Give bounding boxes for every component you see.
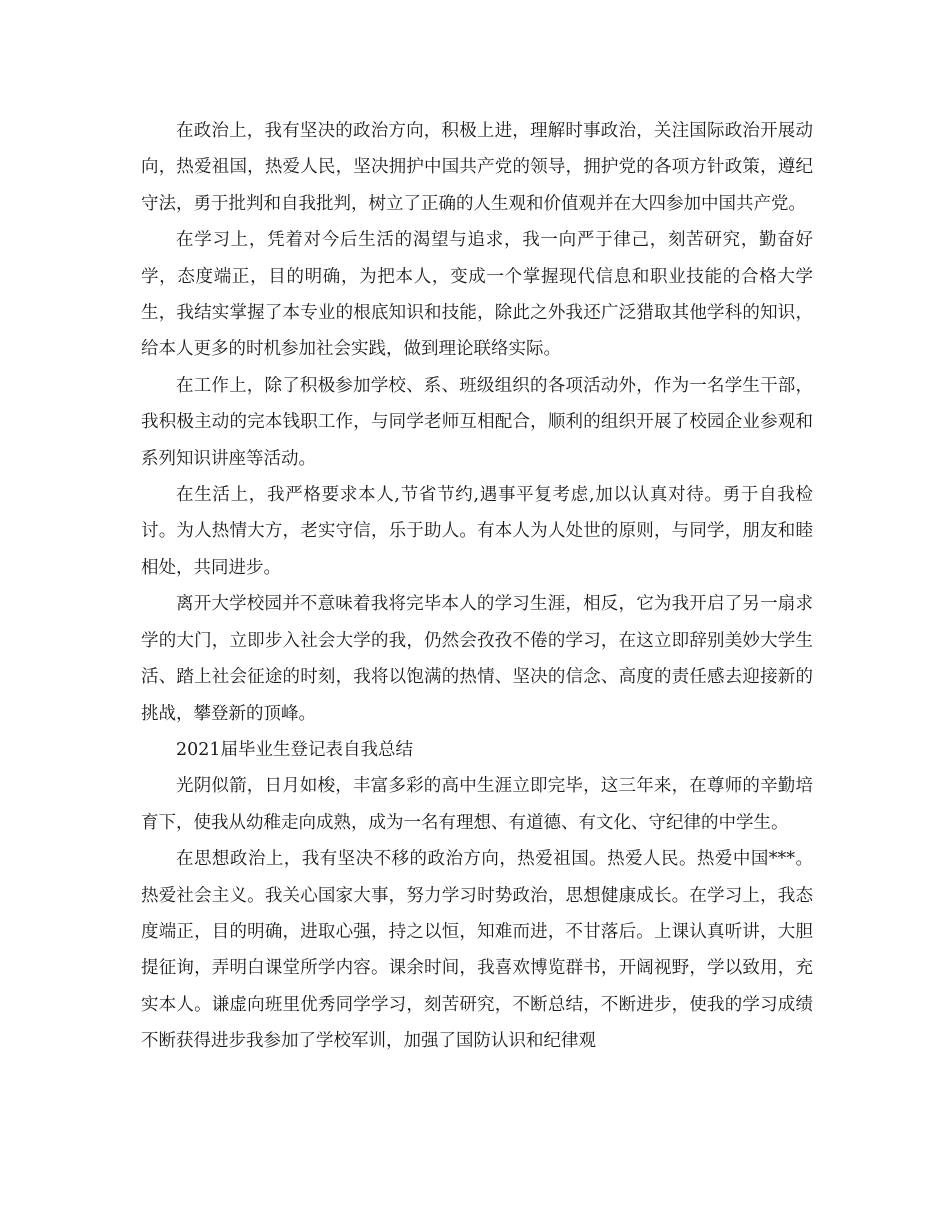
paragraph-ideology: 在思想政治上，我有坚决不移的政治方向，热爱祖国。热爱人民。热爱中国***。热爱社会主义。我关心国家大事，努力学习时势政治，思想健康成长。在学习上，我态度端正，目的明确，进取心强，持之以恒，知难而进，不甘落后。上课认真听讲，大胆提征询，弄明白课堂所学内容。课余时间，我喜欢博览群书，开阔视野，学以致用，充实本人。谦虚向班里优秀同学学习，刻苦研究，不断总结，不断进步，使我的学习成绩不断获得进步我参加了学校军训，加强了国防认识和纪律观 bbox=[141, 849, 813, 1052]
paragraph-life: 在生活上，我严格要求本人,节省节约,遇事平复考虑,加以认真对待。勇于自我检讨。为人热情大方，老实守信，乐于助人。有本人为人处世的原则，与同学，朋友和睦相处，共同进步。 bbox=[141, 485, 813, 578]
paragraph-study: 在学习上，凭着对今后生活的渴望与追求，我一向严于律己，刻苦研究，勤奋好学，态度端正，目的明确，为把本人，变成一个掌握现代信息和职业技能的合格大学生，我结实掌握了本专业的根底知识和技能，除此之外我还广泛猎取其他学科的知识，给本人更多的时机参加社会实践，做到理论联络实际。 bbox=[141, 230, 813, 360]
paragraph-politics: 在政治上，我有坚决的政治方向，积极上进，理解时事政治，关注国际政治开展动向，热爱祖国，热爱人民，坚决拥护中国共产党的领导，拥护党的各项方针政策，遵纪守法，勇于批判和自我批判，树立了正确的人生观和价值观并在大四参加中国共产党。 bbox=[141, 121, 813, 214]
paragraph-time-flies: 光阴似箭，日月如梭，丰富多彩的高中生涯立即完毕，这三年来，在尊师的辛勤培育下，使我从幼稚走向成熟，成为一名有理想、有道德、有文化、守纪律的中学生。 bbox=[141, 776, 813, 833]
document-body bbox=[141, 113, 813, 1060]
section-heading: 2021届毕业生登记表自我总结 bbox=[176, 739, 414, 760]
paragraph-leaving-campus: 离开大学校园并不意味着我将完毕本人的学习生涯，相反，它为我开启了另一扇求学的大门，立即步入社会大学的我，仍然会孜孜不倦的学习，在这立即辞别美妙大学生活、踏上社会征途的时刻，我将以饱满的热情、坚决的信念、高度的责任感去迎接新的挑战，攀登新的顶峰。 bbox=[141, 594, 813, 724]
paragraph-work: 在工作上，除了积极参加学校、系、班级组织的各项活动外，作为一名学生干部，我积极主动的完本钱职工作，与同学老师互相配合，顺利的组织开展了校园企业参观和系列知识讲座等活动。 bbox=[141, 375, 813, 469]
